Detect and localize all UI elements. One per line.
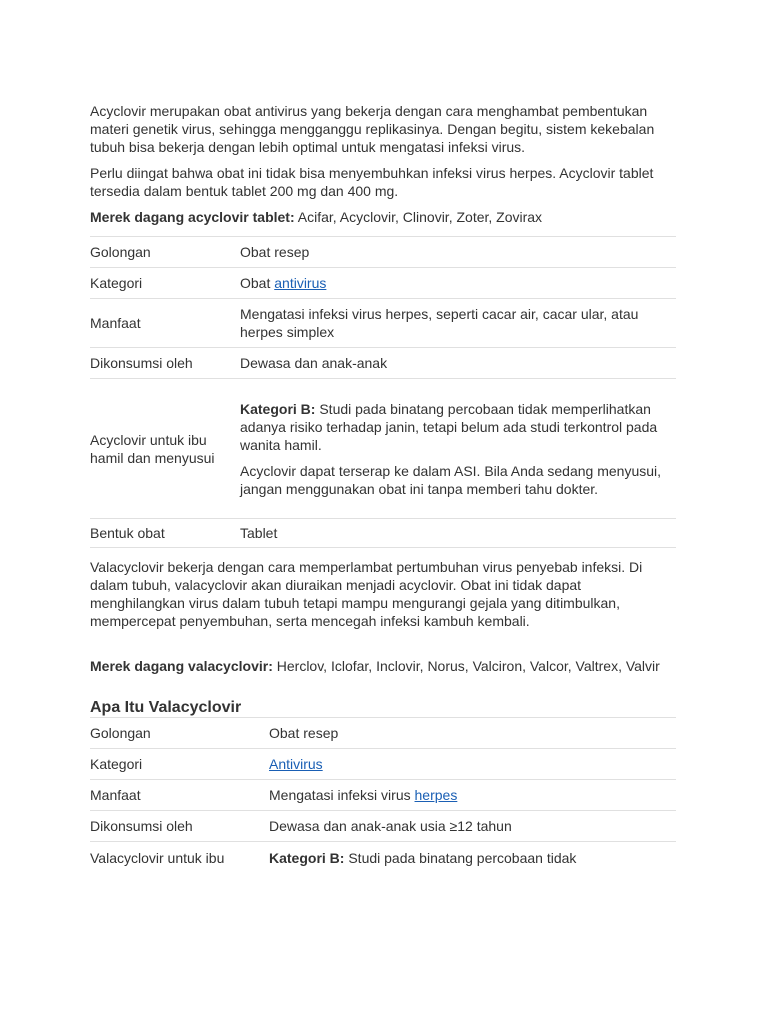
table-row [90, 348, 676, 379]
row-key: Kategori [90, 749, 269, 780]
row-value [240, 379, 676, 519]
row-value [269, 749, 676, 780]
row-value: Dewasa dan anak-anak usia ≥12 tahun [269, 811, 676, 842]
row-key: Dikonsumsi oleh [90, 811, 269, 842]
valacyclovir-brand-value: Herclov, Iclofar, Inclovir, Norus, Valciron, Valcor, Valtrex, Valvir [272, 658, 660, 674]
article-body [90, 102, 676, 869]
table-row [90, 237, 676, 268]
antivirus-link[interactable]: Antivirus [269, 756, 323, 772]
herpes-link[interactable]: herpes [414, 787, 458, 803]
row-value: Obat resep [269, 718, 676, 749]
pregnancy-category-text [240, 400, 676, 454]
category-description: Studi pada binatang percobaan tidak [344, 850, 577, 866]
table-row [90, 299, 676, 348]
row-value: Obat resep [240, 237, 676, 268]
valacyclovir-brand-label: Merek dagang valacyclovir: [90, 658, 273, 674]
table-row [90, 379, 676, 519]
acyclovir-note-paragraph: Perlu diingat bahwa obat ini tidak bisa menyembuhkan infeksi virus herpes. Acyclovir tablet tersedia dalam bentuk tablet 200 mg dan 400 mg. [90, 165, 654, 199]
table-row [90, 780, 676, 811]
row-value: Dewasa dan anak-anak [240, 348, 676, 379]
breastfeeding-text: Acyclovir dapat terserap ke dalam ASI. Bila Anda sedang menyusui, jangan menggunakan obat ini tanpa memberi tahu dokter. [240, 462, 662, 497]
table-row [90, 519, 676, 548]
row-key: Golongan [90, 237, 240, 268]
table-row [90, 718, 676, 749]
row-value [269, 842, 676, 870]
acyclovir-intro-paragraph: Acyclovir merupakan obat antivirus yang bekerja dengan cara menghambat pembentukan materi genetik virus, sehingga mengganggu replikasinya. Dengan begitu, sistem kekebalan tubuh bisa bekerja dengan lebih optimal untuk mengatasi infeksi virus. [90, 103, 655, 155]
valacyclovir-info-table [90, 717, 676, 869]
row-key: Bentuk obat [90, 519, 240, 548]
acyclovir-info-table [90, 236, 676, 548]
table-row [90, 268, 676, 299]
row-key: Acyclovir untuk ibu hamil dan menyusui [90, 379, 240, 519]
antivirus-link[interactable]: antivirus [274, 275, 327, 291]
valacyclovir-intro-paragraph: Valacyclovir bekerja dengan cara memperlambat pertumbuhan virus penyebab infeksi. Di dalam tubuh, valacyclovir akan diuraikan menjadi acyclovir. Obat ini tidak dapat menghilangkan virus dalam tubuh tetapi mampu mengurangi gejala yang ditimbulkan, mempercepat penyembuhan, serta mencegah infeksi kambuh kembali. [90, 559, 643, 629]
row-key: Manfaat [90, 780, 269, 811]
row-key: Golongan [90, 718, 269, 749]
row-key: Dikonsumsi oleh [90, 348, 240, 379]
acyclovir-brand-label: Merek dagang acyclovir tablet: [90, 209, 295, 225]
acyclovir-brand-value: Acifar, Acyclovir, Clinovir, Zoter, Zovirax [294, 209, 543, 225]
table-row [90, 749, 676, 780]
row-key: Kategori [90, 268, 240, 299]
row-value: Mengatasi infeksi virus herpes, seperti cacar air, cacar ular, atau herpes simplex [240, 299, 676, 348]
row-value [240, 268, 676, 299]
table-row [90, 811, 676, 842]
row-value [269, 780, 676, 811]
row-key: Valacyclovir untuk ibu [90, 842, 269, 870]
table-row [90, 842, 676, 870]
row-value: Tablet [240, 519, 676, 548]
valacyclovir-brand-line [90, 657, 676, 675]
row-key: Manfaat [90, 299, 240, 348]
acyclovir-brand-line [90, 208, 676, 226]
category-label: Kategori B: [269, 850, 345, 866]
category-description: Studi pada binatang percobaan tidak memperlihatkan adanya risiko terhadap janin, tetapi belum ada studi terkontrol pada wanita hamil. [240, 400, 658, 453]
section-heading: Apa Itu Valacyclovir [90, 699, 242, 716]
manfaat-prefix: Mengatasi infeksi virus [269, 787, 415, 803]
kategori-prefix: Obat [240, 275, 275, 291]
category-label: Kategori B: [240, 400, 316, 417]
